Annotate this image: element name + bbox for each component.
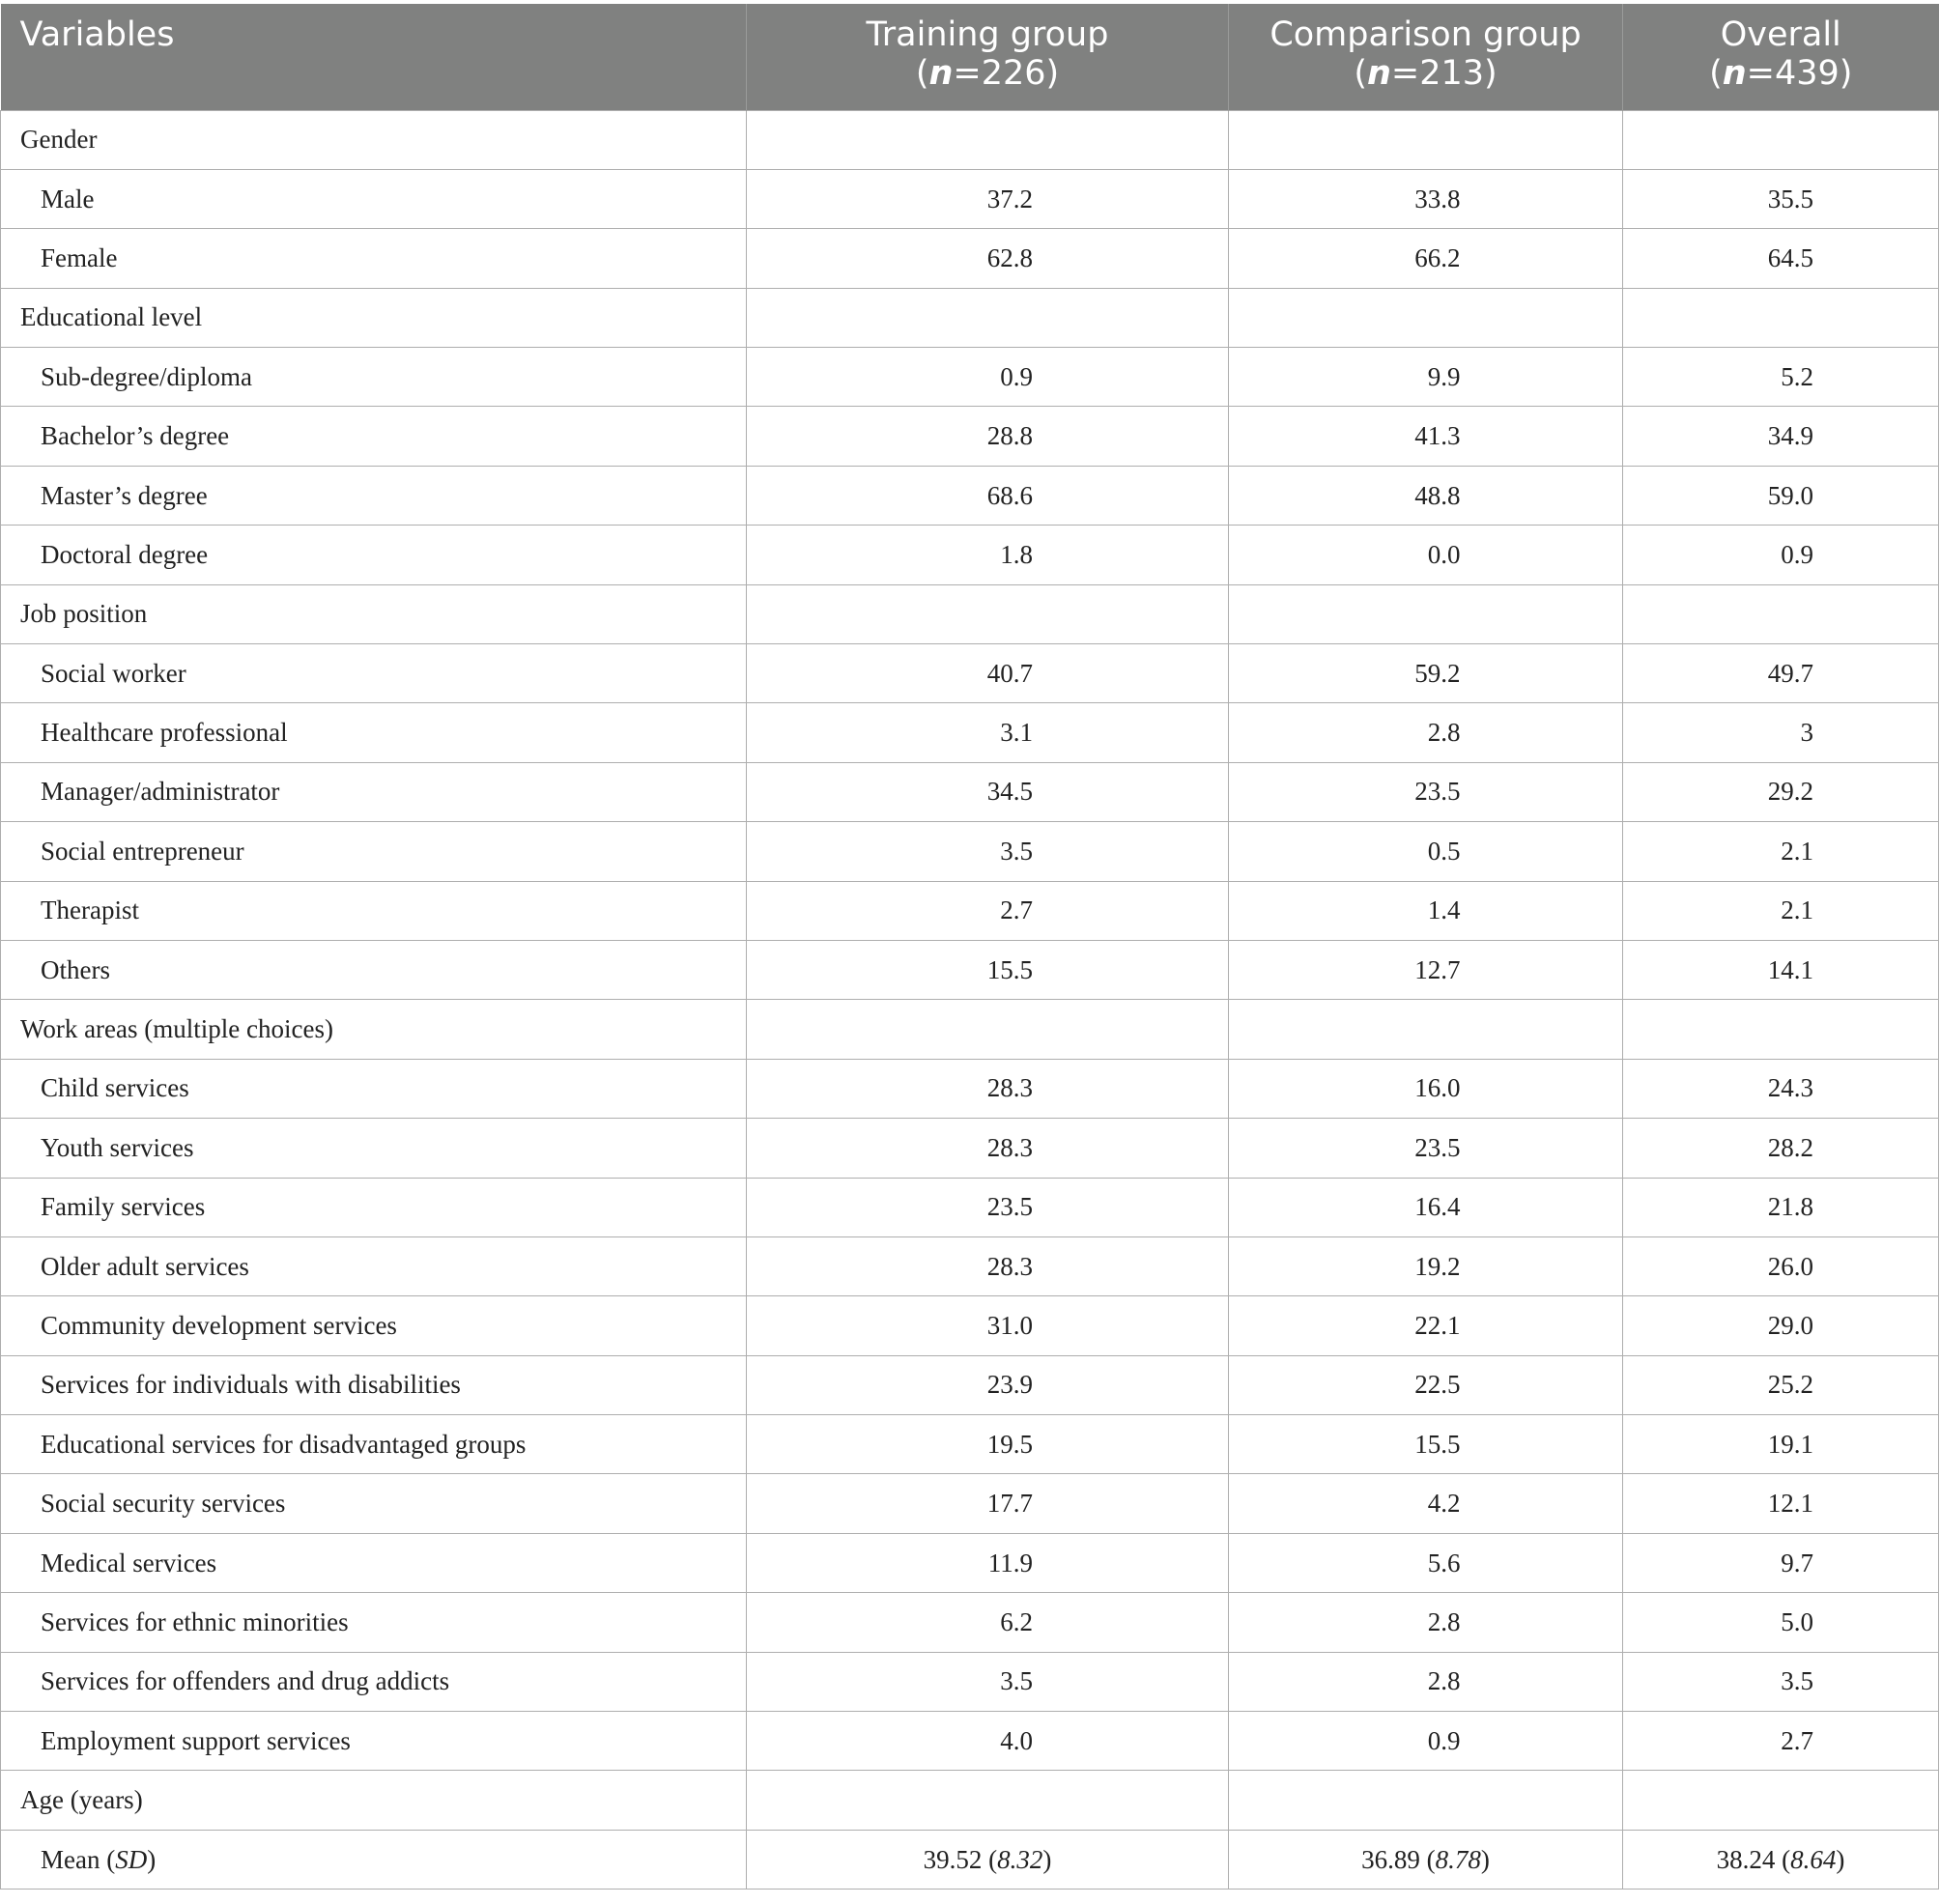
comparison-cell [1229,1236,1623,1295]
comparison-cell [1229,881,1623,940]
comparison-cell [1229,940,1623,999]
training-value: 31.0 [986,1311,1033,1340]
comparison-value: 12.7 [1414,954,1461,984]
training-cell [747,1415,1229,1474]
overall-cell [1623,466,1939,525]
overall-value: 49.7 [1767,658,1813,688]
table-row [1,1178,1939,1236]
overall-cell [1623,703,1939,762]
row-label: Family services [1,1178,747,1236]
comparison-value: 0.0 [1427,539,1461,569]
training-value: 0.9 [1000,361,1033,391]
training-value: 3.5 [1000,836,1033,866]
overall-value: 3 [1800,718,1813,748]
overall-cell [1623,1533,1939,1592]
row-label: Medical services [1,1533,747,1592]
row-label: Community development services [1,1296,747,1355]
mean-label-main: Mean ( [41,1844,116,1874]
row-label: Services for individuals with disabilities [1,1355,747,1414]
training-value: 3.5 [1000,1666,1033,1696]
overall-value: 26.0 [1767,1251,1813,1281]
training-cell [747,881,1229,940]
table-row [1,169,1939,228]
row-label: Healthcare professional [1,703,747,762]
training-cell [747,348,1229,407]
table-row [1,940,1939,999]
training-value: 23.5 [986,1192,1033,1222]
overall-cell [1623,407,1939,466]
comparison-cell [1229,1712,1623,1771]
comparison-value: 59.2 [1414,658,1461,688]
comparison-value: 16.0 [1414,1073,1461,1103]
comparison-value: 41.3 [1414,421,1461,451]
header-overall-n-value: =439) [1746,54,1853,93]
row-label: Educational services for disadvantaged groups [1,1415,747,1474]
overall-cell [1623,1355,1939,1414]
overall-value: 25.2 [1767,1370,1813,1400]
overall-value: 29.2 [1767,777,1813,807]
comparison-cell [1229,1178,1623,1236]
training-cell [747,288,1229,347]
comparison-value: 2.8 [1427,1666,1461,1696]
overall-cell [1623,348,1939,407]
header-overall-n-label: n [1722,54,1747,93]
training-cell [747,703,1229,762]
training-cell [747,1712,1229,1771]
overall-cell [1623,762,1939,821]
training-cell [747,762,1229,821]
training-cell [747,1119,1229,1178]
overall-value: 2.1 [1781,895,1813,925]
row-label: Youth services [1,1119,747,1178]
overall-value: 35.5 [1767,184,1813,213]
row-label: Social security services [1,1474,747,1533]
row-label: Male [1,169,747,228]
table-row [1,1296,1939,1355]
training-value: 62.8 [986,242,1033,272]
overall-cell [1623,1119,1939,1178]
row-label: Master’s degree [1,466,747,525]
overall-cell [1623,1712,1939,1771]
overall-value: 12.1 [1767,1489,1813,1519]
comparison-cell [1229,1296,1623,1355]
table-row [1,229,1939,288]
comparison-value: 22.5 [1414,1370,1461,1400]
header-training-n: (n=226) [915,54,1060,93]
header-training-group [747,4,1229,110]
mean-training-value: 39.52 ( [923,1844,998,1874]
mean-overall-sd: 8.64 [1790,1844,1837,1874]
header-row [1,4,1939,110]
overall-value: 64.5 [1767,242,1813,272]
training-cell [747,644,1229,703]
training-value: 28.3 [986,1251,1033,1281]
training-cell [747,169,1229,228]
comparison-cell [1229,822,1623,881]
row-label: Sub-degree/diploma [1,348,747,407]
row-label: Child services [1,1059,747,1118]
training-value: 17.7 [986,1489,1033,1519]
overall-cell [1623,526,1939,584]
section-row [1,584,1939,643]
training-cell [747,1355,1229,1414]
table-row [1,1652,1939,1711]
header-comparison-n: (n=213) [1354,54,1498,93]
training-value: 3.1 [1000,718,1033,748]
table-row [1,1415,1939,1474]
comparison-cell [1229,1771,1623,1830]
table-row [1,1236,1939,1295]
comparison-value: 33.8 [1414,184,1461,213]
table-row [1,762,1939,821]
table-row [1,1059,1939,1118]
mean-row [1,1830,1939,1889]
section-label: Job position [1,584,747,643]
comparison-cell [1229,348,1623,407]
overall-value: 19.1 [1767,1429,1813,1459]
table-row [1,466,1939,525]
mean-label-sd: SD [115,1844,148,1874]
mean-training-cell [747,1830,1229,1889]
training-value: 15.5 [986,954,1033,984]
comparison-value: 19.2 [1414,1251,1461,1281]
mean-comparison-close: ) [1480,1844,1490,1874]
comparison-value: 48.8 [1414,480,1461,510]
row-label: Employment support services [1,1712,747,1771]
table-row [1,526,1939,584]
training-cell [747,407,1229,466]
row-label: Social worker [1,644,747,703]
overall-cell [1623,1000,1939,1059]
overall-cell [1623,1415,1939,1474]
training-cell [747,1533,1229,1592]
header-comparison-n-label: n [1366,54,1391,93]
mean-overall-cell [1623,1830,1939,1889]
row-label: Female [1,229,747,288]
header-training-title: Training group [866,15,1109,54]
overall-value: 59.0 [1767,480,1813,510]
overall-value: 24.3 [1767,1073,1813,1103]
overall-cell [1623,110,1939,169]
training-cell [747,1652,1229,1711]
training-value: 34.5 [986,777,1033,807]
row-label: Therapist [1,881,747,940]
training-cell [747,110,1229,169]
table-body [1,110,1939,1890]
mean-comparison-cell [1229,1830,1623,1889]
comparison-cell [1229,584,1623,643]
overall-value: 21.8 [1767,1192,1813,1222]
training-cell [747,526,1229,584]
overall-cell [1623,1652,1939,1711]
comparison-cell [1229,1119,1623,1178]
table-row [1,407,1939,466]
section-label: Educational level [1,288,747,347]
mean-comparison-value: 36.89 ( [1361,1844,1436,1874]
training-value: 19.5 [986,1429,1033,1459]
row-label: Others [1,940,747,999]
mean-comparison-sd: 8.78 [1435,1844,1481,1874]
table-row [1,1712,1939,1771]
overall-cell [1623,940,1939,999]
section-row [1,288,1939,347]
comparison-value: 66.2 [1414,242,1461,272]
comparison-value: 23.5 [1414,777,1461,807]
overall-cell [1623,1236,1939,1295]
training-value: 28.3 [986,1073,1033,1103]
training-value: 37.2 [986,184,1033,213]
comparison-value: 2.8 [1427,1606,1461,1636]
section-label: Age (years) [1,1771,747,1830]
overall-cell [1623,1296,1939,1355]
training-cell [747,1236,1229,1295]
training-value: 40.7 [986,658,1033,688]
comparison-cell [1229,229,1623,288]
training-cell [747,1474,1229,1533]
section-row [1,110,1939,169]
comparison-value: 23.5 [1414,1132,1461,1162]
header-overall-n: (n=439) [1709,54,1853,93]
comparison-cell [1229,1593,1623,1652]
comparison-cell [1229,110,1623,169]
comparison-value: 15.5 [1414,1429,1461,1459]
training-value: 68.6 [986,480,1033,510]
training-cell [747,466,1229,525]
training-cell [747,1771,1229,1830]
training-cell [747,940,1229,999]
overall-cell [1623,644,1939,703]
overall-cell [1623,584,1939,643]
training-value: 28.3 [986,1132,1033,1162]
demographics-table-container [0,4,1938,1890]
comparison-cell [1229,703,1623,762]
overall-cell [1623,881,1939,940]
training-cell [747,1178,1229,1236]
header-overall-title: Overall [1720,15,1841,54]
table-row [1,703,1939,762]
training-cell [747,1059,1229,1118]
overall-value: 2.1 [1781,836,1813,866]
table-row [1,1474,1939,1533]
header-training-n-value: =226) [953,54,1060,93]
overall-cell [1623,229,1939,288]
comparison-cell [1229,762,1623,821]
header-variables-label: Variables [19,15,175,54]
comparison-value: 5.6 [1427,1548,1461,1577]
overall-value: 34.9 [1767,421,1813,451]
training-cell [747,822,1229,881]
header-comparison-title: Comparison group [1270,15,1582,54]
training-cell [747,229,1229,288]
training-value: 1.8 [1000,539,1033,569]
mean-training-close: ) [1042,1844,1052,1874]
training-cell [747,584,1229,643]
header-variables [1,4,747,110]
comparison-cell [1229,169,1623,228]
training-value: 28.8 [986,421,1033,451]
overall-value: 5.2 [1781,361,1813,391]
comparison-cell [1229,1355,1623,1414]
overall-cell [1623,1474,1939,1533]
overall-cell [1623,1059,1939,1118]
training-value: 2.7 [1000,895,1033,925]
comparison-cell [1229,1474,1623,1533]
header-training-n-label: n [928,54,954,93]
overall-cell [1623,288,1939,347]
training-value: 11.9 [987,1548,1033,1577]
table-header [1,4,1939,110]
comparison-value: 22.1 [1414,1311,1461,1340]
overall-cell [1623,169,1939,228]
training-cell [747,1296,1229,1355]
overall-value: 5.0 [1781,1606,1813,1636]
comparison-cell [1229,1415,1623,1474]
overall-value: 9.7 [1781,1548,1813,1577]
table-row [1,348,1939,407]
header-comparison-group [1229,4,1623,110]
section-label: Gender [1,110,747,169]
training-cell [747,1000,1229,1059]
comparison-cell [1229,644,1623,703]
table-row [1,1119,1939,1178]
comparison-value: 0.9 [1427,1725,1461,1755]
overall-cell [1623,1593,1939,1652]
row-label: Services for offenders and drug addicts [1,1652,747,1711]
overall-value: 28.2 [1767,1132,1813,1162]
comparison-value: 9.9 [1427,361,1461,391]
comparison-cell [1229,1000,1623,1059]
row-label: Doctoral degree [1,526,747,584]
table-row [1,1355,1939,1414]
comparison-cell [1229,526,1623,584]
training-value: 6.2 [1000,1606,1033,1636]
overall-value: 29.0 [1767,1311,1813,1340]
comparison-value: 16.4 [1414,1192,1461,1222]
comparison-cell [1229,1652,1623,1711]
section-label: Work areas (multiple choices) [1,1000,747,1059]
overall-cell [1623,822,1939,881]
comparison-cell [1229,407,1623,466]
table-row [1,1593,1939,1652]
mean-label-close: ) [147,1844,157,1874]
comparison-value: 4.2 [1427,1489,1461,1519]
comparison-value: 0.5 [1427,836,1461,866]
section-row [1,1000,1939,1059]
comparison-value: 1.4 [1427,895,1461,925]
overall-cell [1623,1771,1939,1830]
row-label: Bachelor’s degree [1,407,747,466]
mean-training-sd: 8.32 [997,1844,1043,1874]
comparison-value: 2.8 [1427,718,1461,748]
row-label: Manager/administrator [1,762,747,821]
training-cell [747,1593,1229,1652]
comparison-cell [1229,288,1623,347]
comparison-cell [1229,1059,1623,1118]
table-row [1,1533,1939,1592]
section-row [1,1771,1939,1830]
row-label: Social entrepreneur [1,822,747,881]
overall-cell [1623,1178,1939,1236]
demographics-table [0,4,1939,1890]
overall-value: 0.9 [1781,539,1813,569]
header-overall [1623,4,1939,110]
table-row [1,644,1939,703]
comparison-cell [1229,466,1623,525]
training-value: 23.9 [986,1370,1033,1400]
mean-overall-close: ) [1836,1844,1845,1874]
overall-value: 2.7 [1781,1725,1813,1755]
comparison-cell [1229,1533,1623,1592]
mean-overall-value: 38.24 ( [1716,1844,1791,1874]
training-value: 4.0 [1000,1725,1033,1755]
table-row [1,881,1939,940]
mean-row-label [1,1830,747,1889]
row-label: Older adult services [1,1236,747,1295]
overall-value: 14.1 [1767,954,1813,984]
table-row [1,822,1939,881]
overall-value: 3.5 [1781,1666,1813,1696]
row-label: Services for ethnic minorities [1,1593,747,1652]
header-comparison-n-value: =213) [1390,54,1498,93]
